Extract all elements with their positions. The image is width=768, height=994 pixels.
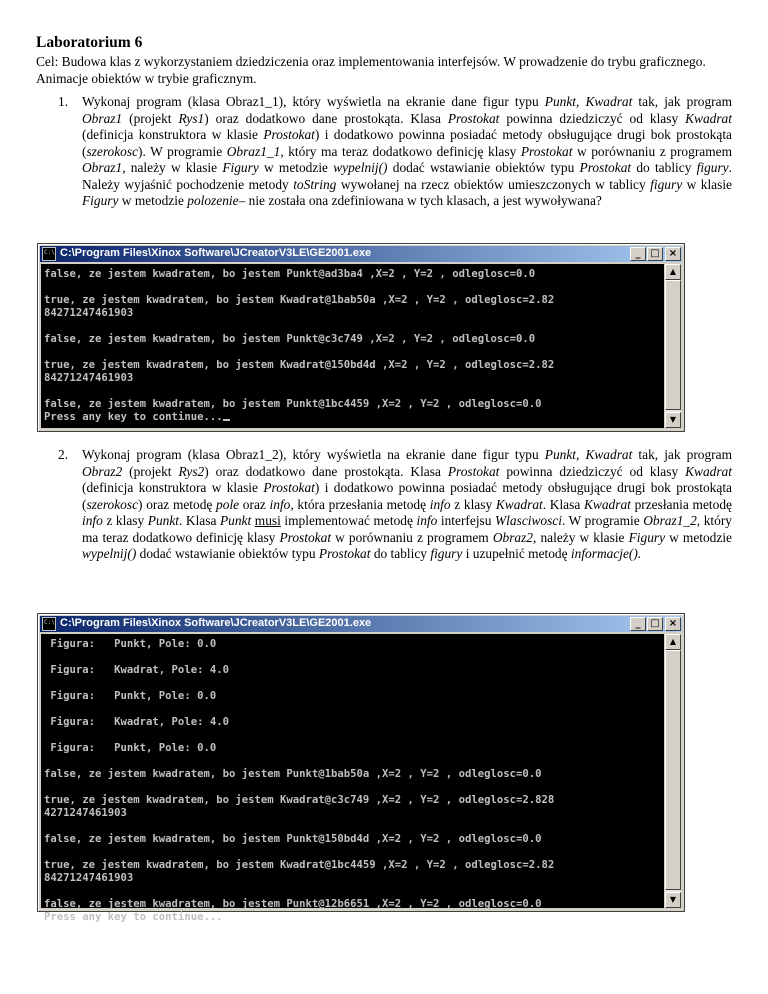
text-run: w porównaniu z programem: [331, 529, 493, 545]
text-run: Figury: [82, 193, 119, 208]
console-line: 84271247461903: [44, 872, 134, 884]
text-run: . Klasa: [179, 513, 220, 528]
text-run: Rys1: [178, 110, 205, 126]
cmd-icon: [42, 617, 56, 631]
close-button[interactable]: ×: [665, 617, 681, 631]
console-line: false, ze jestem kwadratem, bo jestem Punkt@12b6651 ,X=2 , Y=2 , odleglosc=0.0: [44, 898, 542, 910]
console-window-2: [37, 613, 685, 923]
text-run: Prostokat: [263, 480, 315, 495]
text-run: w metodzie: [665, 529, 732, 545]
text-run: wypelnij(): [333, 160, 388, 175]
scroll-up-button[interactable]: ▲: [665, 264, 681, 280]
text-run: , należy w klasie: [122, 160, 223, 175]
text-run: wywołanej na rzecz obiektów umieszczonych w tablicy: [336, 176, 651, 192]
text-run: Prostokat: [579, 160, 632, 175]
text-run: tak, jak program: [632, 447, 732, 462]
text-run: ) i dodatkowo powinna posiadać metody obsługujące drugi bok prostokąta (: [82, 480, 732, 512]
vertical-scrollbar[interactable]: [665, 264, 681, 428]
text-run: info: [82, 513, 103, 528]
console-line: false, ze jestem kwadratem, bo jestem Punkt@1bab50a ,X=2 , Y=2 , odleglosc=0.0: [44, 768, 542, 780]
text-run: Prostokat: [520, 143, 573, 159]
text-run: w porównaniu z programem: [572, 143, 732, 159]
text-run: Prostokat: [263, 127, 315, 142]
text-run: Prostokat: [279, 529, 332, 545]
text-run: Punkt, Kwadrat: [544, 447, 633, 462]
text-run: , który ma teraz dodatkowo definicję klasy: [82, 513, 732, 545]
text-run: toString: [293, 176, 337, 192]
text-run: figury: [430, 546, 463, 561]
text-run: Obraz1_1: [226, 143, 281, 159]
console-line: Press any key to continue...: [44, 911, 223, 923]
text-run: , który ma teraz dodatkowo definicję klasy: [280, 143, 521, 159]
text-run: Wykonaj program (klasa Obraz1_2), który wyświetla na ekranie dane figur typu: [82, 447, 545, 462]
text-run: Figury: [222, 160, 259, 175]
text-run: . Klasa: [542, 496, 584, 512]
text-run: w metodzie: [118, 193, 188, 208]
text-run: info,: [269, 496, 294, 512]
scroll-down-button[interactable]: ▼: [665, 892, 681, 908]
console-output[interactable]: [41, 634, 664, 923]
text-run: szerokosc: [86, 143, 139, 159]
console-line: 84271247461903: [44, 307, 134, 319]
text-run: tak, jak program: [632, 94, 732, 109]
text-run: , należy w klasie: [533, 529, 629, 545]
console-line: true, ze jestem kwadratem, bo jestem Kwadrat@1bc4459 ,X=2 , Y=2 , odleglosc=2.82: [44, 859, 555, 871]
text-run: . W programie: [561, 513, 644, 528]
maximize-button[interactable]: □: [647, 247, 663, 261]
text-run: Obraz1: [82, 160, 123, 175]
text-run: Obraz2: [82, 463, 123, 479]
window-title: C:\Program Files\Xinox Software\JCreatorV3LE\GE2001.exe: [60, 617, 372, 629]
text-run: interfejsu: [437, 513, 496, 528]
text-run: w metodzie: [258, 160, 334, 175]
text-run: przesłania metodę: [630, 496, 732, 512]
text-run: (definicja konstruktora w klasie: [82, 480, 264, 495]
console-line: Figura: Kwadrat, Pole: 4.0: [44, 664, 229, 676]
text-run: ) oraz dodatkowo dane prostokąta. Klasa: [204, 463, 448, 479]
console-line: false, ze jestem kwadratem, bo jestem Punkt@c3c749 ,X=2 , Y=2 , odleglosc=0.0: [44, 333, 536, 345]
text-run: info: [416, 513, 438, 528]
text-run: Punkt: [147, 513, 179, 528]
console-line: Figura: Kwadrat, Pole: 4.0: [44, 716, 229, 728]
task-number: 1.: [58, 94, 69, 109]
text-run: (projekt: [122, 110, 179, 126]
console-line: 84271247461903: [44, 372, 134, 384]
text-run: i uzupełnić metodę: [462, 546, 571, 561]
text-run: dodać wstawianie obiektów typu: [387, 160, 580, 175]
text-run: Punkt: [219, 513, 252, 528]
task-text: [82, 94, 732, 210]
text-run: ) oraz metodę: [138, 496, 217, 512]
text-run: z klasy: [450, 496, 496, 512]
window-title: C:\Program Files\Xinox Software\JCreatorV3LE\GE2001.exe: [60, 247, 372, 259]
text-run: do tablicy: [631, 160, 697, 175]
text-run: która przesłania metodę: [293, 496, 430, 512]
console-line: 4271247461903: [44, 807, 127, 819]
text-run: Wykonaj program (klasa Obraz1_1), który wyświetla na ekranie dane figur typu: [82, 94, 545, 109]
intro-paragraph: Cel: Budowa klas z wykorzystaniem dziedziczenia oraz implementowania interfejsów. W prowadzenie do trybu graficznego. Animacje obiektów w trybie graficznym.: [36, 54, 706, 86]
console-line: Press any key to continue...: [44, 411, 230, 424]
text-run: (projekt: [122, 463, 179, 479]
console-line: false, ze jestem kwadratem, bo jestem Punkt@1bc4459 ,X=2 , Y=2 , odleglosc=0.0: [44, 398, 542, 410]
text-run: do tablicy: [370, 546, 431, 561]
text-run: oraz: [239, 496, 270, 512]
text-run: musi: [254, 513, 281, 528]
text-run: szerokosc: [86, 496, 139, 512]
text-run: figury: [696, 160, 729, 175]
text-run: Prostokat: [318, 546, 371, 561]
text-run: Obraz1_2: [643, 513, 697, 528]
console-output[interactable]: [41, 264, 664, 428]
maximize-button[interactable]: □: [647, 617, 663, 631]
text-run: Kwadrat: [685, 463, 732, 479]
console-line: true, ze jestem kwadratem, bo jestem Kwadrat@1bab50a ,X=2 , Y=2 , odleglosc=2.82: [44, 294, 555, 306]
minimize-button[interactable]: _: [630, 617, 646, 631]
console-line: false, ze jestem kwadratem, bo jestem Punkt@ad3ba4 ,X=2 , Y=2 , odleglosc=0.0: [44, 268, 536, 280]
vertical-scrollbar[interactable]: [665, 634, 681, 908]
scroll-thumb[interactable]: [665, 650, 681, 890]
console-titlebar[interactable]: [40, 616, 682, 632]
text-run: Prostokat: [447, 110, 500, 126]
text-run: figury: [650, 176, 683, 192]
text-run: powinna dziedziczyć od klasy: [499, 463, 686, 479]
task-text: [82, 447, 732, 563]
close-button[interactable]: ×: [665, 247, 681, 261]
text-run: Rys2: [178, 463, 205, 479]
text-run: informacje().: [570, 546, 642, 561]
text-run: dodać wstawianie obiektów typu: [136, 546, 319, 561]
console-line: false, ze jestem kwadratem, bo jestem Punkt@150bd4d ,X=2 , Y=2 , odleglosc=0.0: [44, 833, 542, 845]
console-line: true, ze jestem kwadratem, bo jestem Kwadrat@150bd4d ,X=2 , Y=2 , odleglosc=2.82: [44, 359, 555, 371]
text-run: Wlasciwosci: [495, 513, 562, 528]
text-run: Punkt, Kwadrat: [544, 94, 633, 109]
text-run: w klasie: [682, 176, 732, 192]
console-line: Figura: Punkt, Pole: 0.0: [44, 690, 217, 702]
text-run: Obraz2: [492, 529, 534, 545]
console-line: Figura: Punkt, Pole: 0.0: [44, 638, 217, 650]
text-run: Figury: [628, 529, 666, 545]
text-run: . Należy wyjaśnić pochodzenie metody: [82, 160, 732, 192]
text-run: Obraz1: [82, 110, 123, 126]
scroll-down-button[interactable]: ▼: [665, 412, 681, 428]
text-run: powinna dziedziczyć od klasy: [499, 110, 686, 126]
text-run: ) i dodatkowo powinna posiadać metody obsługujące drugi bok prostokąta (: [82, 127, 732, 159]
console-line: Figura: Punkt, Pole: 0.0: [44, 742, 217, 754]
minimize-button[interactable]: _: [630, 247, 646, 261]
console-line: true, ze jestem kwadratem, bo jestem Kwadrat@c3c749 ,X=2 , Y=2 , odleglosc=2.828: [44, 794, 555, 806]
text-run: Prostokat: [447, 463, 500, 479]
text-run: implementować metodę: [280, 513, 417, 528]
console-titlebar[interactable]: [40, 246, 682, 262]
text-cursor: [223, 419, 230, 421]
text-run: pole: [216, 496, 240, 512]
scroll-up-button[interactable]: ▲: [665, 634, 681, 650]
text-run: polozenie: [187, 193, 239, 208]
scroll-thumb[interactable]: [665, 280, 681, 410]
text-run: (definicja konstruktora w klasie: [82, 127, 264, 142]
text-run: Kwadrat: [685, 110, 732, 126]
page-title: Laboratorium 6: [36, 34, 143, 51]
text-run: wypelnij(): [82, 546, 137, 561]
cmd-icon: [42, 247, 56, 261]
text-run: ). W programie: [138, 143, 227, 159]
text-run: info: [429, 496, 451, 512]
text-run: Kwadrat: [495, 496, 543, 512]
console-window-1: [37, 243, 685, 432]
text-run: Kwadrat: [583, 496, 631, 512]
text-run: – nie została ona zdefiniowana w tych klasach, a jest wywoływana?: [238, 193, 602, 208]
task-number: 2.: [58, 447, 69, 462]
text-run: ) oraz dodatkowo dane prostokąta. Klasa: [204, 110, 448, 126]
text-run: z klasy: [102, 513, 148, 528]
